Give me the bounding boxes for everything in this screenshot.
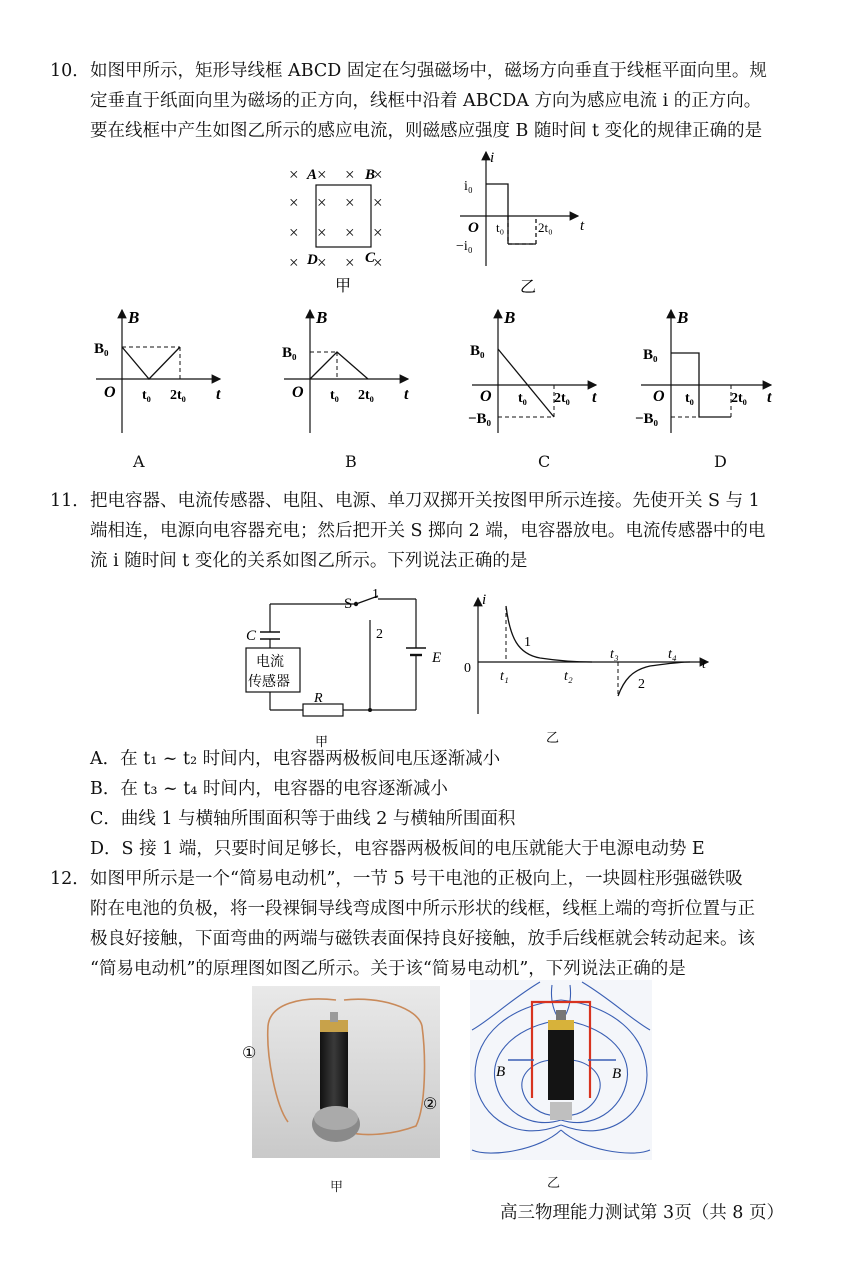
svg-text:B₀: B₀ <box>94 341 109 357</box>
q12-line-3: 极良好接触，下面弯曲的两端与磁铁表面保持良好接触，放手后线框就会转动起来。该 <box>90 929 755 949</box>
q11-choice-b: B．在 t₃ ~ t₄ 时间内，电容器的电容逐渐减小 <box>90 779 448 799</box>
svg-text:E: E <box>432 650 442 666</box>
q10-figure-yi <box>450 148 600 298</box>
q10-option-c-label: C <box>538 452 551 471</box>
svg-text:2t₀: 2t₀ <box>170 388 186 403</box>
svg-text:t₀: t₀ <box>496 220 505 235</box>
svg-text:B: B <box>316 308 328 327</box>
q10-option-b-graph <box>280 305 420 440</box>
q11-line-3: 流 i 随时间 t 变化的关系如图乙所示。下列说法正确的是 <box>90 551 528 571</box>
svg-text:B₀: B₀ <box>643 347 658 363</box>
svg-text:1: 1 <box>524 635 531 650</box>
svg-text:O: O <box>468 220 479 236</box>
svg-text:R: R <box>314 691 323 706</box>
svg-text:2t₀: 2t₀ <box>731 391 747 406</box>
q10-figure-jia <box>283 158 403 298</box>
q10-line-1: 如图甲所示，矩形导线框 ABCD 固定在匀强磁场中，磁场方向垂直于线框平面向里。规 <box>90 61 767 81</box>
q11-choice-c: C．曲线 1 与横轴所围面积等于曲线 2 与横轴所围面积 <box>90 809 516 829</box>
svg-text:×: × <box>289 253 299 272</box>
svg-text:B: B <box>504 308 516 327</box>
svg-text:B: B <box>677 308 689 327</box>
svg-text:t₁: t₁ <box>500 669 509 684</box>
svg-text:S: S <box>344 596 353 612</box>
svg-text:×: × <box>373 165 383 184</box>
svg-text:O: O <box>104 384 116 401</box>
q10-option-a-label: A <box>133 452 145 471</box>
label-A: A <box>307 167 318 183</box>
svg-text:t₃: t₃ <box>610 647 619 662</box>
svg-text:①: ① <box>242 1045 257 1062</box>
svg-text:乙: 乙 <box>546 730 560 745</box>
q11-number: 11． <box>50 491 90 511</box>
q12-diagram-caption: 乙 <box>547 1176 561 1191</box>
svg-text:×: × <box>289 193 299 212</box>
svg-text:B₀: B₀ <box>470 343 485 359</box>
svg-text:t: t <box>580 218 585 234</box>
svg-text:×: × <box>345 193 355 212</box>
svg-text:2t₀: 2t₀ <box>538 220 553 235</box>
page-footer: 高三物理能力测试第 3页（共 8 页） <box>500 1203 784 1223</box>
svg-text:乙: 乙 <box>520 279 537 296</box>
q12-line-1: 如图甲所示是一个“简易电动机”，一节 5 号干电池的正极向上，一块圆柱形强磁铁吸 <box>90 869 743 889</box>
svg-text:×: × <box>345 253 355 272</box>
svg-text:t₀: t₀ <box>142 388 151 403</box>
svg-text:×: × <box>373 253 383 272</box>
svg-text:×: × <box>317 253 327 272</box>
svg-text:i: i <box>490 150 495 166</box>
svg-text:O: O <box>292 384 304 401</box>
svg-text:×: × <box>317 223 327 242</box>
q12-field-diagram <box>470 980 652 1160</box>
q10-line-2: 定垂直于纸面向里为磁场的正方向，线框中沿着 ABCDA 方向为感应电流 i 的正方向。 <box>90 91 762 111</box>
svg-text:−B₀: −B₀ <box>635 411 659 427</box>
svg-text:t: t <box>216 386 221 403</box>
q10-option-a-graph <box>92 305 232 440</box>
svg-text:−i₀: −i₀ <box>456 239 473 254</box>
svg-text:甲: 甲 <box>315 734 329 749</box>
q10-option-d-graph <box>633 305 783 440</box>
svg-text:B: B <box>128 308 140 327</box>
q12-line-2: 附在电池的负极，将一段裸铜导线弯成图中所示形状的线框，线框上端的弯折位置与正 <box>90 899 755 919</box>
svg-text:×: × <box>345 165 355 184</box>
svg-text:B₀: B₀ <box>282 345 297 361</box>
svg-text:t₂: t₂ <box>564 669 573 684</box>
svg-text:t: t <box>702 657 706 672</box>
svg-text:②: ② <box>423 1096 438 1113</box>
q11-circuit-diagram <box>238 582 458 752</box>
svg-text:t₀: t₀ <box>330 388 339 403</box>
label-B: B <box>365 167 376 183</box>
svg-text:传感器: 传感器 <box>248 675 290 690</box>
svg-text:×: × <box>373 193 383 212</box>
svg-text:×: × <box>317 193 327 212</box>
svg-text:×: × <box>289 223 299 242</box>
q10-option-c-graph <box>468 305 608 440</box>
svg-text:2t₀: 2t₀ <box>358 388 374 403</box>
svg-text:×: × <box>317 165 327 184</box>
svg-text:O: O <box>653 388 665 405</box>
svg-text:2: 2 <box>376 627 383 642</box>
svg-text:×: × <box>345 223 355 242</box>
svg-text:t: t <box>767 389 772 406</box>
svg-text:B: B <box>612 1066 622 1082</box>
svg-text:×: × <box>289 165 299 184</box>
q11-line-1: 把电容器、电流传感器、电阻、电源、单刀双掷开关按图甲所示连接。先使开关 S 与 1 <box>90 491 760 511</box>
svg-text:O: O <box>480 388 492 405</box>
q10-line-3: 要在线框中产生如图乙所示的感应电流，则磁感应强度 B 随时间 t 变化的规律正确的是 <box>90 121 763 141</box>
svg-text:t: t <box>592 389 597 406</box>
svg-text:电流: 电流 <box>256 655 284 670</box>
svg-text:i₀: i₀ <box>464 179 473 194</box>
svg-text:×: × <box>373 223 383 242</box>
svg-text:i: i <box>482 592 487 608</box>
q11-choice-d: D．S 接 1 端，只要时间足够长，电容器两极板间的电压就能大于电源电动势 E <box>90 839 705 859</box>
svg-text:t₄: t₄ <box>668 647 677 662</box>
q12-photo-caption: 甲 <box>330 1180 344 1195</box>
q10-option-d-label: D <box>714 452 727 471</box>
q12-motor-photo <box>240 986 440 1164</box>
q11-line-2: 端相连，电源向电容器充电；然后把开关 S 掷向 2 端，电容器放电。电流传感器中的电 <box>90 521 766 541</box>
q11-choice-a: A．在 t₁ ~ t₂ 时间内，电容器两极板间电压逐渐减小 <box>90 749 501 769</box>
label-C: C <box>365 250 376 266</box>
svg-text:1: 1 <box>372 587 379 602</box>
q10-option-b-label: B <box>345 452 357 471</box>
q10-number: 10． <box>50 61 90 81</box>
q12-number: 12． <box>50 869 90 889</box>
svg-text:C: C <box>246 628 257 644</box>
svg-text:−B₀: −B₀ <box>468 411 492 427</box>
svg-text:0: 0 <box>464 661 471 676</box>
svg-text:2t₀: 2t₀ <box>554 391 570 406</box>
q11-current-graph <box>460 588 715 753</box>
svg-text:t₀: t₀ <box>518 391 527 406</box>
q12-line-4: “简易电动机”的原理图如图乙所示。关于该“简易电动机”，下列说法正确的是 <box>90 959 686 979</box>
svg-text:t: t <box>404 386 409 403</box>
svg-text:B: B <box>496 1064 506 1080</box>
caption-jia: 甲 <box>335 278 352 295</box>
label-D: D <box>307 252 318 268</box>
svg-text:2: 2 <box>638 677 645 692</box>
svg-text:t₀: t₀ <box>685 391 694 406</box>
